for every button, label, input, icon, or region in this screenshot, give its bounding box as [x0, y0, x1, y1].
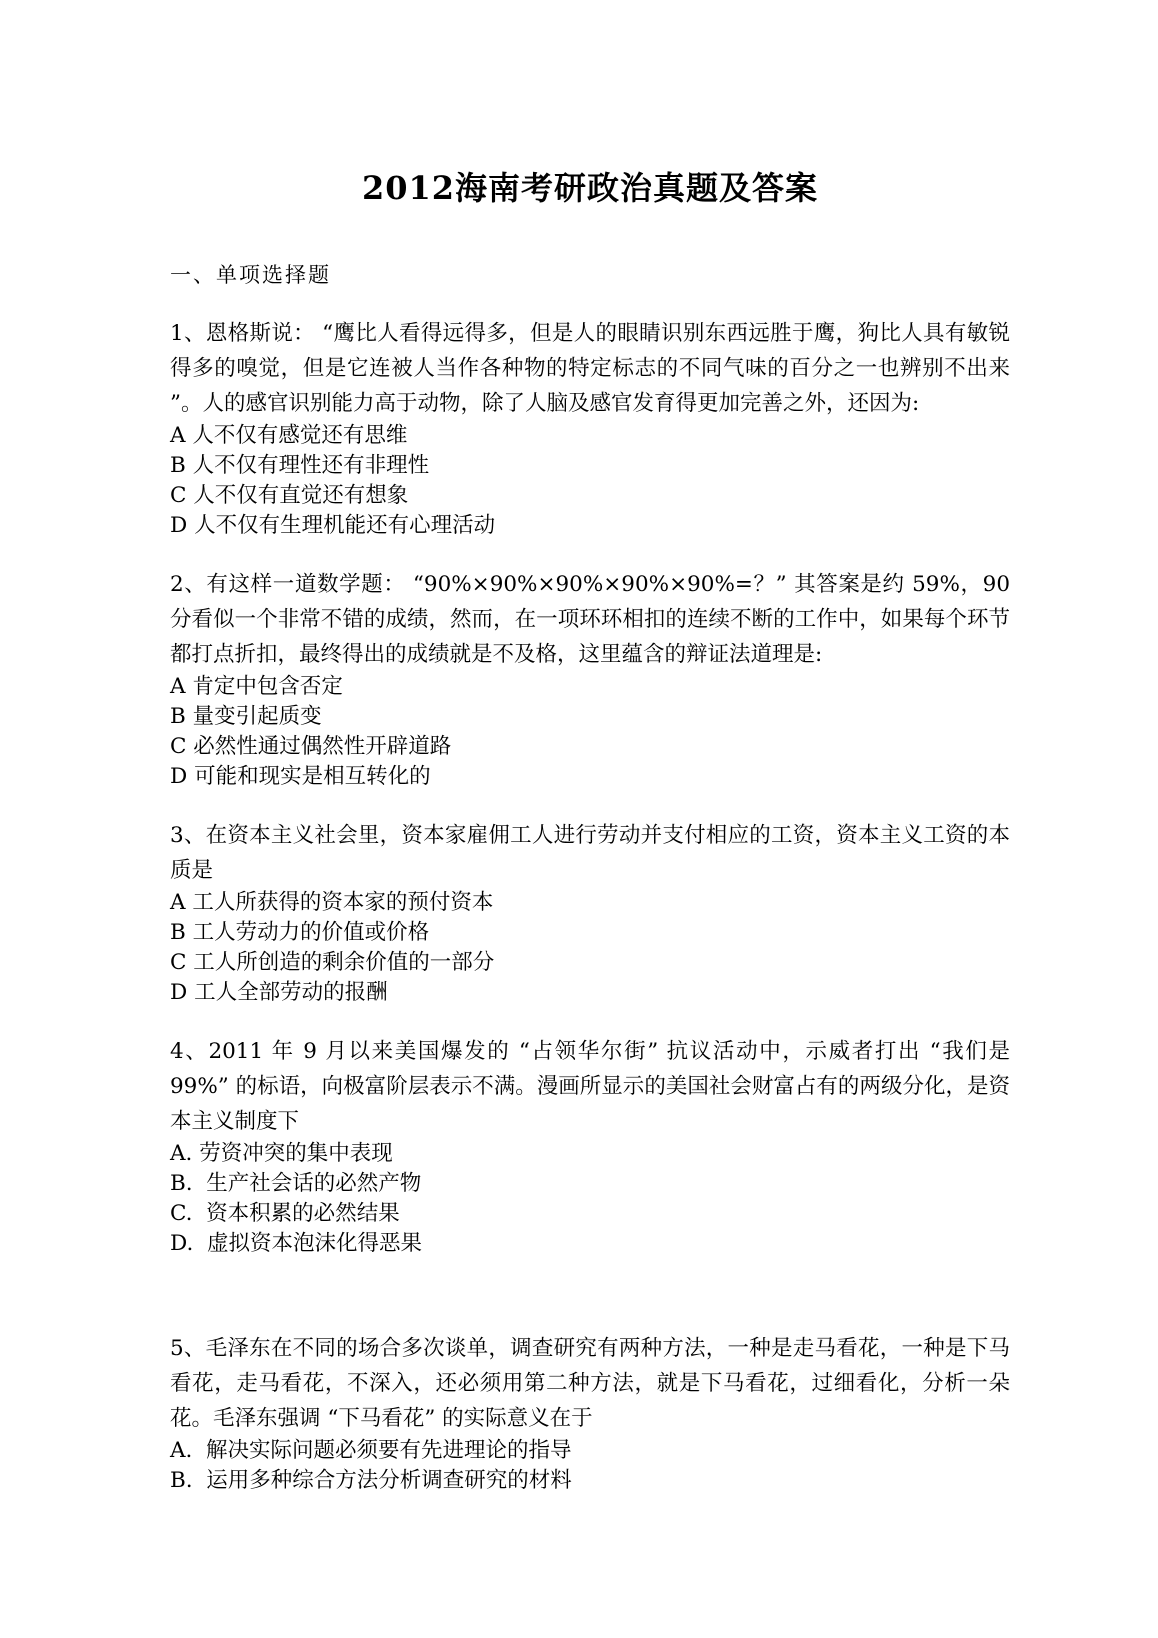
- question-5-option-b: B. 运用多种综合方法分析调查研究的材料: [170, 1468, 572, 1493]
- question-3-option-d: D 工人全部劳动的报酬: [170, 980, 388, 1005]
- question-3-option-a: A 工人所获得的资本家的预付资本: [170, 890, 494, 915]
- question-1-option-d: D 人不仅有生理机能还有心理活动: [170, 513, 496, 538]
- page-title: 2012海南考研政治真题及答案: [361, 169, 819, 207]
- question-4-stem: 4、2011 年 9 月以来美国爆发的 “占领华尔街” 抗议活动中，示威者打出 “我们是 99%” 的标语，向极富阶层表示不满。漫画所显示的美国社会财富占有的两级分化，是资本主义制度下: [170, 1039, 1017, 1134]
- question-3-option-b: B 工人劳动力的价值或价格: [170, 920, 430, 945]
- question-2-option-d: D 可能和现实是相互转化的: [170, 764, 431, 789]
- question-4-option-b: B. 生产社会话的必然产物: [170, 1171, 422, 1196]
- section-heading: 一、单项选择题: [170, 263, 331, 287]
- question-3-option-c: C 工人所创造的剩余价值的一部分: [170, 950, 495, 975]
- question-3: [170, 818, 1010, 1008]
- question-1-option-c: C 人不仅有直觉还有想象: [170, 483, 409, 508]
- question-2-option-a: A 肯定中包含否定: [170, 674, 343, 699]
- question-1-option-a: A 人不仅有感觉还有思维: [170, 423, 408, 448]
- question-1-option-b: B 人不仅有理性还有非理性: [170, 453, 430, 478]
- question-1: [170, 316, 1017, 541]
- question-2: [170, 567, 1017, 792]
- question-2-option-c: C 必然性通过偶然性开辟道路: [170, 734, 452, 759]
- question-2-option-b: B 量变引起质变: [170, 704, 322, 729]
- question-4-option-c: C. 资本积累的必然结果: [170, 1201, 400, 1226]
- question-3-stem: 3、在资本主义社会里，资本家雇佣工人进行劳动并支付相应的工资，资本主义工资的本质是: [170, 823, 1010, 883]
- question-2-stem: 2、有这样一道数学题： “90%×90%×90%×90%×90%=？” 其答案是约 59%，90 分看似一个非常不错的成绩，然而，在一项环环相扣的连续不断的工作中，如果每个环节都打点折扣，最终得出的成绩就是不及格，这里蕴含的辩证法道理是:: [170, 572, 1017, 667]
- question-4: [170, 1034, 1017, 1259]
- question-5-stem: 5、毛泽东在不同的场合多次谈单，调查研究有两种方法，一种是走马看花，一种是下马看花，走马看花，不深入，还必须用第二种方法，就是下马看花，过细看化，分析一朵花。毛泽东强调 “下马看花” 的实际意义在于: [170, 1336, 1010, 1431]
- question-1-stem: 1、恩格斯说： “鹰比人看得远得多，但是人的眼睛识别东西远胜于鹰，狗比人具有敏锐得多的嗅觉，但是它连被人当作各种物的特定标志的不同气味的百分之一也辨别不出来 ”。人的感官识别能力高于动物，除了人脑及感官发育得更加完善之外，还因为:: [170, 321, 1017, 416]
- question-4-option-a: A. 劳资冲突的集中表现: [170, 1141, 393, 1166]
- question-5-option-a: A. 解决实际问题必须要有先进理论的指导: [170, 1438, 572, 1463]
- question-4-option-d: D. 虚拟资本泡沫化得恶果: [170, 1231, 422, 1256]
- question-5: [170, 1331, 1010, 1496]
